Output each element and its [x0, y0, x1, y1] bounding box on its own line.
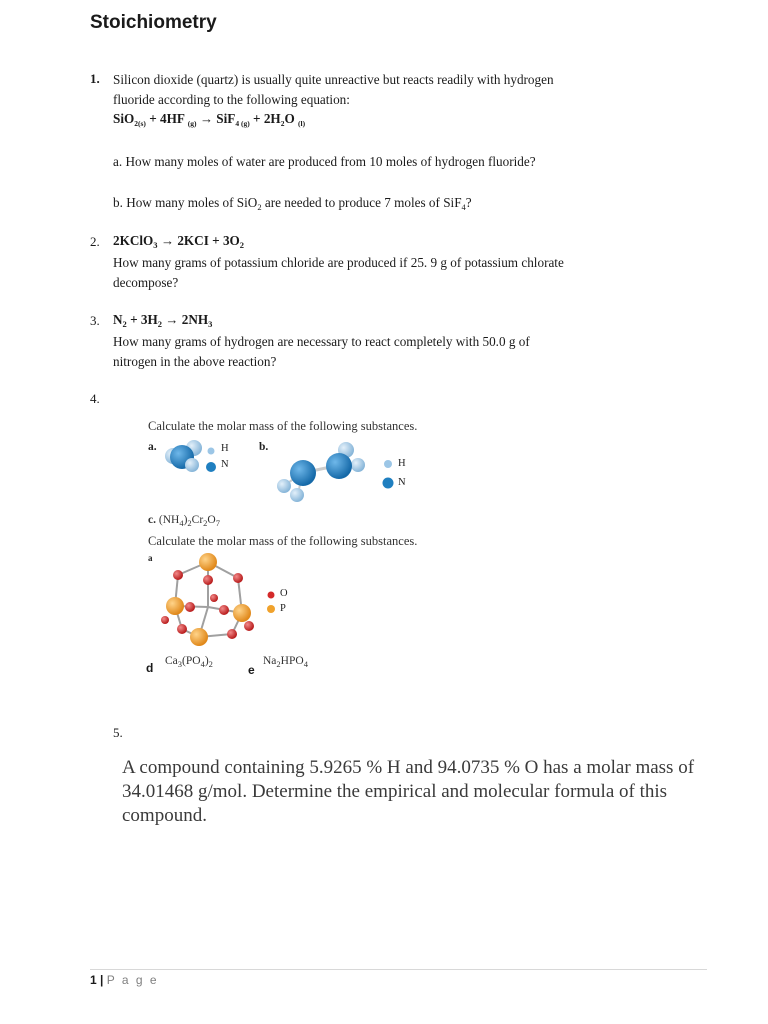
hydrogen-atom [351, 458, 365, 472]
formula-e: $Na_2HPO_4$ [263, 655, 308, 669]
figure-label-a: a. [148, 441, 157, 453]
legend-a-h: H [221, 443, 229, 454]
phosphorus-atom [233, 604, 251, 622]
legend-op-swatches [265, 590, 277, 616]
legend-b-swatches [382, 459, 394, 491]
oxygen-atom [185, 602, 195, 612]
oxygen-atom [244, 621, 254, 631]
figure-label-e: e [248, 663, 255, 677]
question-1-number: 1. [90, 71, 100, 86]
question-1-equation: SiO$_{2(s)}$ + 4HF $_{(g)} \to SiF_{4 (g)} + 2H_2O$ $_{(l)}$ [113, 111, 306, 128]
phosphorus-atom [190, 628, 208, 646]
legend-oxygen-swatch [268, 592, 275, 599]
oxygen-atom [161, 616, 169, 624]
formula-c: c. $(NH_4)_2Cr_2O_7$ [148, 514, 220, 528]
question-5-number: 5. [113, 725, 123, 740]
oxygen-atom [233, 573, 243, 583]
question-2-number: 2. [90, 234, 100, 249]
figure-label-d: d [146, 661, 154, 675]
oxygen-atom [173, 570, 183, 580]
footer-divider [90, 969, 707, 970]
oxygen-atom [177, 624, 187, 634]
oxygen-atom [227, 629, 237, 639]
hydrogen-atom [277, 479, 291, 493]
legend-p: P [280, 603, 286, 614]
legend-nitrogen-swatch [383, 478, 394, 489]
legend-phosphorus-swatch [267, 605, 275, 613]
hydrogen-atom [290, 488, 304, 502]
p4o10-diagram [150, 550, 265, 650]
formula-d: $Ca_3(PO_4)_2$ [165, 655, 213, 669]
question-2-line-1: How many grams of potassium chloride are produced if 25. 9 g of potassium chlorate [113, 255, 564, 270]
question-4-number: 4. [90, 391, 100, 406]
molecule-b-diagram [272, 440, 372, 502]
legend-o: O [280, 588, 288, 599]
question-3-line-1: How many grams of hydrogen are necessary to react completely with 50.0 g of [113, 334, 530, 349]
question-3-line-2: nitrogen in the above reaction? [113, 354, 277, 369]
legend-hydrogen-swatch [384, 460, 392, 468]
question-3-number: 3. [90, 313, 100, 328]
page-footer: 1 | P a g e [90, 973, 159, 987]
question-1a: a. How many moles of water are produced from 10 moles of hydrogen fluoride? [113, 154, 536, 169]
figure-heading-2: Calculate the molar mass of the following substances. [148, 534, 418, 548]
question-2-equation: 2KClO$_3$ → $2KCI + 3O_2$ [113, 233, 245, 250]
question-5-line-3: compound. [122, 805, 207, 826]
oxygen-atom [203, 575, 213, 585]
nitrogen-atom [290, 460, 316, 486]
figure-label-b: b. [259, 441, 269, 453]
legend-a-swatches [206, 446, 216, 476]
oxygen-atom [219, 605, 229, 615]
question-5-line-2: 34.01468 g/mol. Determine the empirical and molecular formula of this [122, 781, 668, 802]
question-5-line-1: A compound containing 5.9265 % H and 94.0735 % O has a molar mass of [122, 757, 695, 778]
legend-a-n: N [221, 459, 229, 470]
question-1-line-1: Silicon dioxide (quartz) is usually quite unreactive but reacts readily with hydrogen [113, 72, 554, 87]
question-1b: b. How many moles of SiO$_2$ are needed to produce 7 moles of SiF$_4$? [113, 195, 472, 212]
phosphorus-atom [166, 597, 184, 615]
figure-label-a2: a [148, 553, 153, 563]
legend-hydrogen-swatch [208, 448, 215, 455]
nitrogen-atom [326, 453, 352, 479]
legend-nitrogen-swatch [206, 462, 216, 472]
figure-heading-1: Calculate the molar mass of the following substances. [148, 419, 418, 433]
hydrogen-atom [185, 458, 199, 472]
phosphorus-atom [199, 553, 217, 571]
page-title: Stoichiometry [90, 12, 217, 33]
legend-b-n: N [398, 477, 406, 488]
question-2-line-2: decompose? [113, 275, 179, 290]
legend-b-h: H [398, 458, 406, 469]
question-3-equation: $N_2 + 3H_2 \to 2NH_3$ [113, 312, 213, 329]
question-1-line-2: fluoride according to the following equation: [113, 92, 350, 107]
oxygen-atom [210, 594, 218, 602]
